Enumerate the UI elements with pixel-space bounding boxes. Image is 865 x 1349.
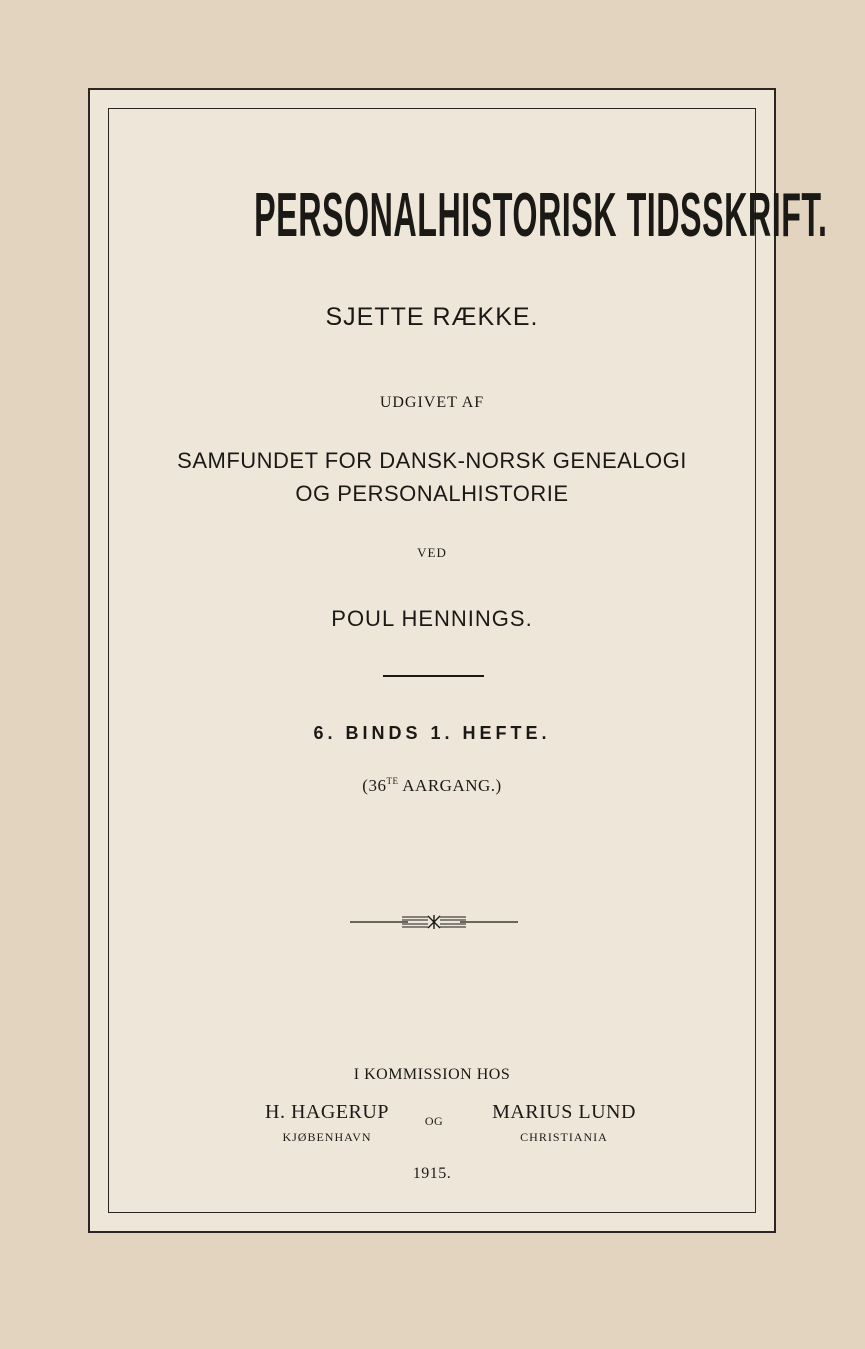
publisher-right-name: MARIUS LUND bbox=[492, 1101, 636, 1123]
editor-name: POUL HENNINGS. bbox=[331, 606, 533, 631]
series-label: SJETTE RÆKKE. bbox=[325, 303, 539, 331]
volume-label: 6. BINDS 1. HEFTE. bbox=[313, 723, 551, 743]
year-number-superscript: TE bbox=[386, 776, 399, 786]
year-number-label bbox=[90, 776, 774, 796]
publisher-right-city: CHRISTIANIA bbox=[520, 1130, 608, 1144]
publisher-left-city: KJØBENHAVN bbox=[282, 1130, 372, 1144]
title-page bbox=[88, 88, 828, 1233]
publisher-left bbox=[227, 1101, 427, 1145]
publisher-right bbox=[464, 1101, 664, 1145]
year-number-rest: AARGANG.) bbox=[398, 776, 502, 795]
commission-label: I KOMMISSION HOS bbox=[353, 1066, 511, 1083]
publisher-left-name: H. HAGERUP bbox=[265, 1101, 389, 1123]
conjunction-label: OG bbox=[424, 1114, 444, 1128]
divider-rule bbox=[383, 675, 484, 677]
society-name-line2: OG PERSONALHISTORIE bbox=[295, 481, 569, 506]
year-number-open: (36 bbox=[362, 776, 387, 795]
publication-year: 1915. bbox=[412, 1165, 452, 1182]
society-name-line1: SAMFUNDET FOR DANSK-NORSK GENEALOGI bbox=[177, 448, 687, 473]
journal-title: PERSONALHISTORISK TIDSSKRIFT. bbox=[254, 181, 828, 250]
ornament-divider bbox=[350, 914, 518, 930]
inner-border bbox=[108, 108, 828, 1213]
published-by-label: UDGIVET AF bbox=[379, 394, 485, 411]
by-label: VED bbox=[417, 545, 447, 560]
